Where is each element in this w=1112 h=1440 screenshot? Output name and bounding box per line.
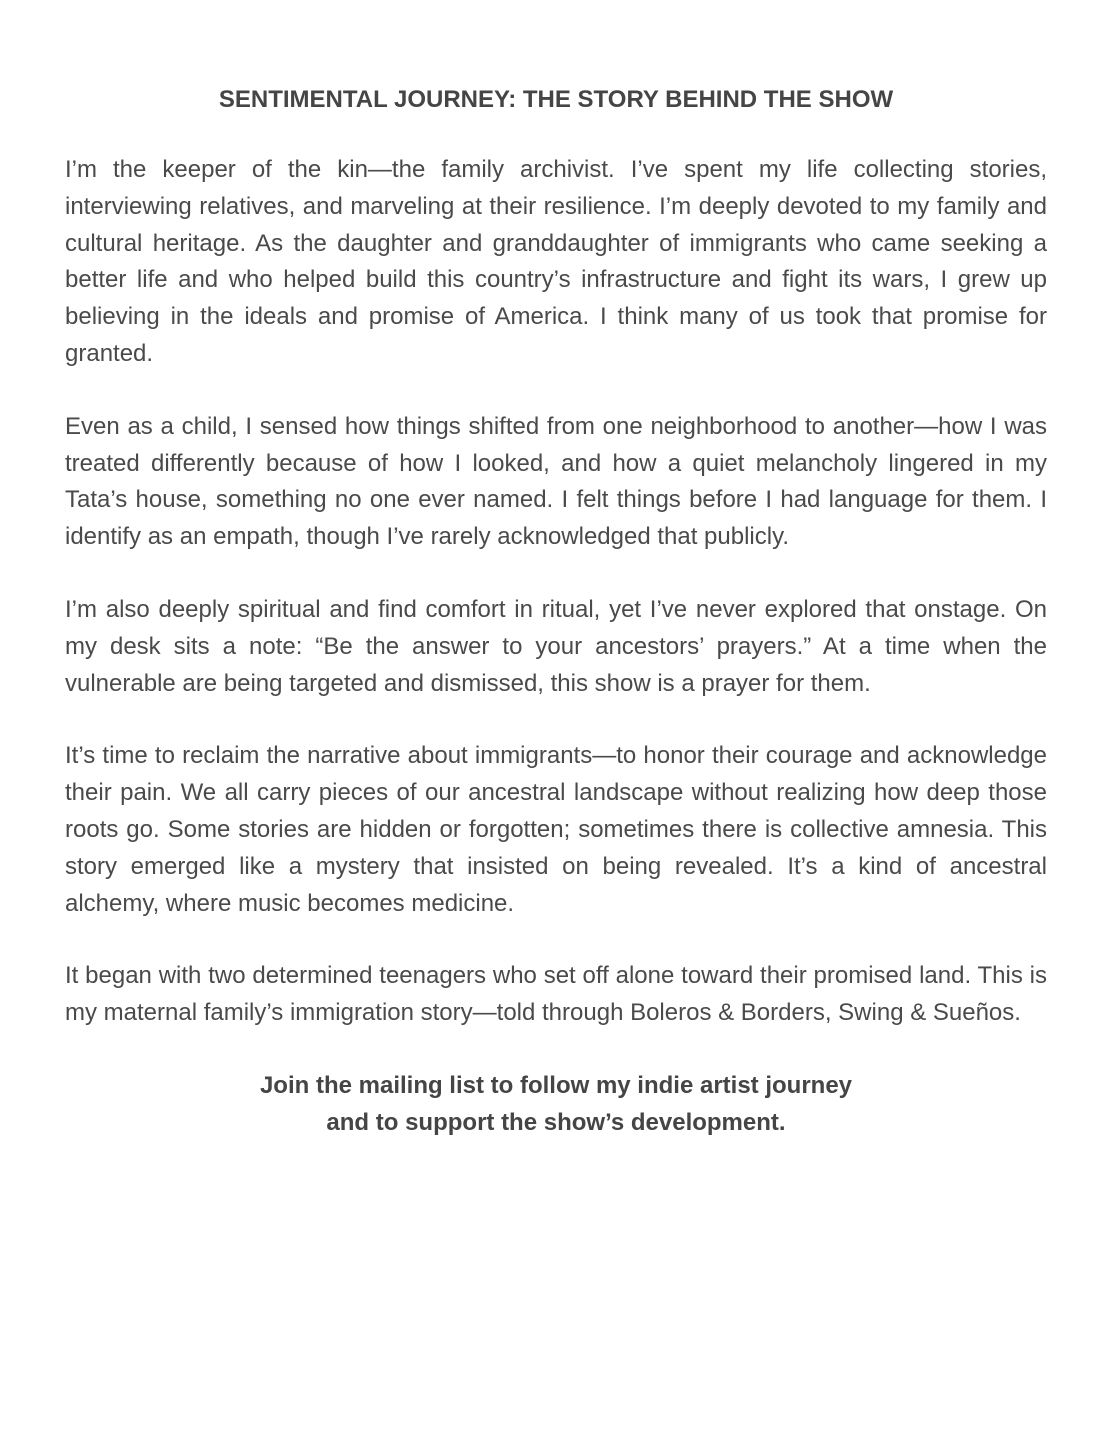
paragraph-keeper-of-kin: I’m the keeper of the kin—the family archivist. I’ve spent my life collecting stories, interviewing relatives, and marveling at their resilience. I’m deeply devoted to my family and cultural heritage. As the daughter and granddaughter of immigrants who came seeking a better life and who helped build this country’s infrastructure and fight its wars, I grew up believing in the ideals and promise of America. I think many of us took that promise for granted. bbox=[65, 156, 1047, 367]
mailing-list-callout bbox=[65, 1068, 1047, 1142]
page-title: SENTIMENTAL JOURNEY: THE STORY BEHIND THE SHOW bbox=[218, 86, 894, 113]
callout-line-1: Join the mailing list to follow my indie artist journey bbox=[259, 1071, 853, 1099]
document-page bbox=[65, 84, 1047, 1142]
paragraph-reclaim-narrative: It’s time to reclaim the narrative about immigrants—to honor their courage and acknowledge their pain. We all carry pieces of our ancestral landscape without realizing how deep those roots go. Some stories are hidden or forgotten; sometimes there is collective amnesia. This story emerged like a mystery that insisted on being revealed. It’s a kind of ancestral alchemy, where music becomes medicine. bbox=[65, 742, 1047, 917]
paragraph-childhood: Even as a child, I sensed how things shifted from one neighborhood to another—how I was treated differently because of how I looked, and how a quiet melancholy lingered in my Tata’s house, something no one ever named. I felt things before I had language for them. I identify as an empath, though I’ve rarely acknowledged that publicly. bbox=[65, 412, 1047, 551]
callout-line-2: and to support the show’s development. bbox=[326, 1108, 786, 1136]
paragraph-beginning: It began with two determined teenagers who set off alone toward their promised land. This is my maternal family’s immigration story—told through Boleros & Borders, Swing & Sueños. bbox=[65, 962, 1047, 1027]
paragraph-spiritual: I’m also deeply spiritual and find comfort in ritual, yet I’ve never explored that onstage. On my desk sits a note: “Be the answer to your ancestors’ prayers.” At a time when the vulnerable are being targeted and dismissed, this show is a prayer for them. bbox=[65, 595, 1047, 697]
